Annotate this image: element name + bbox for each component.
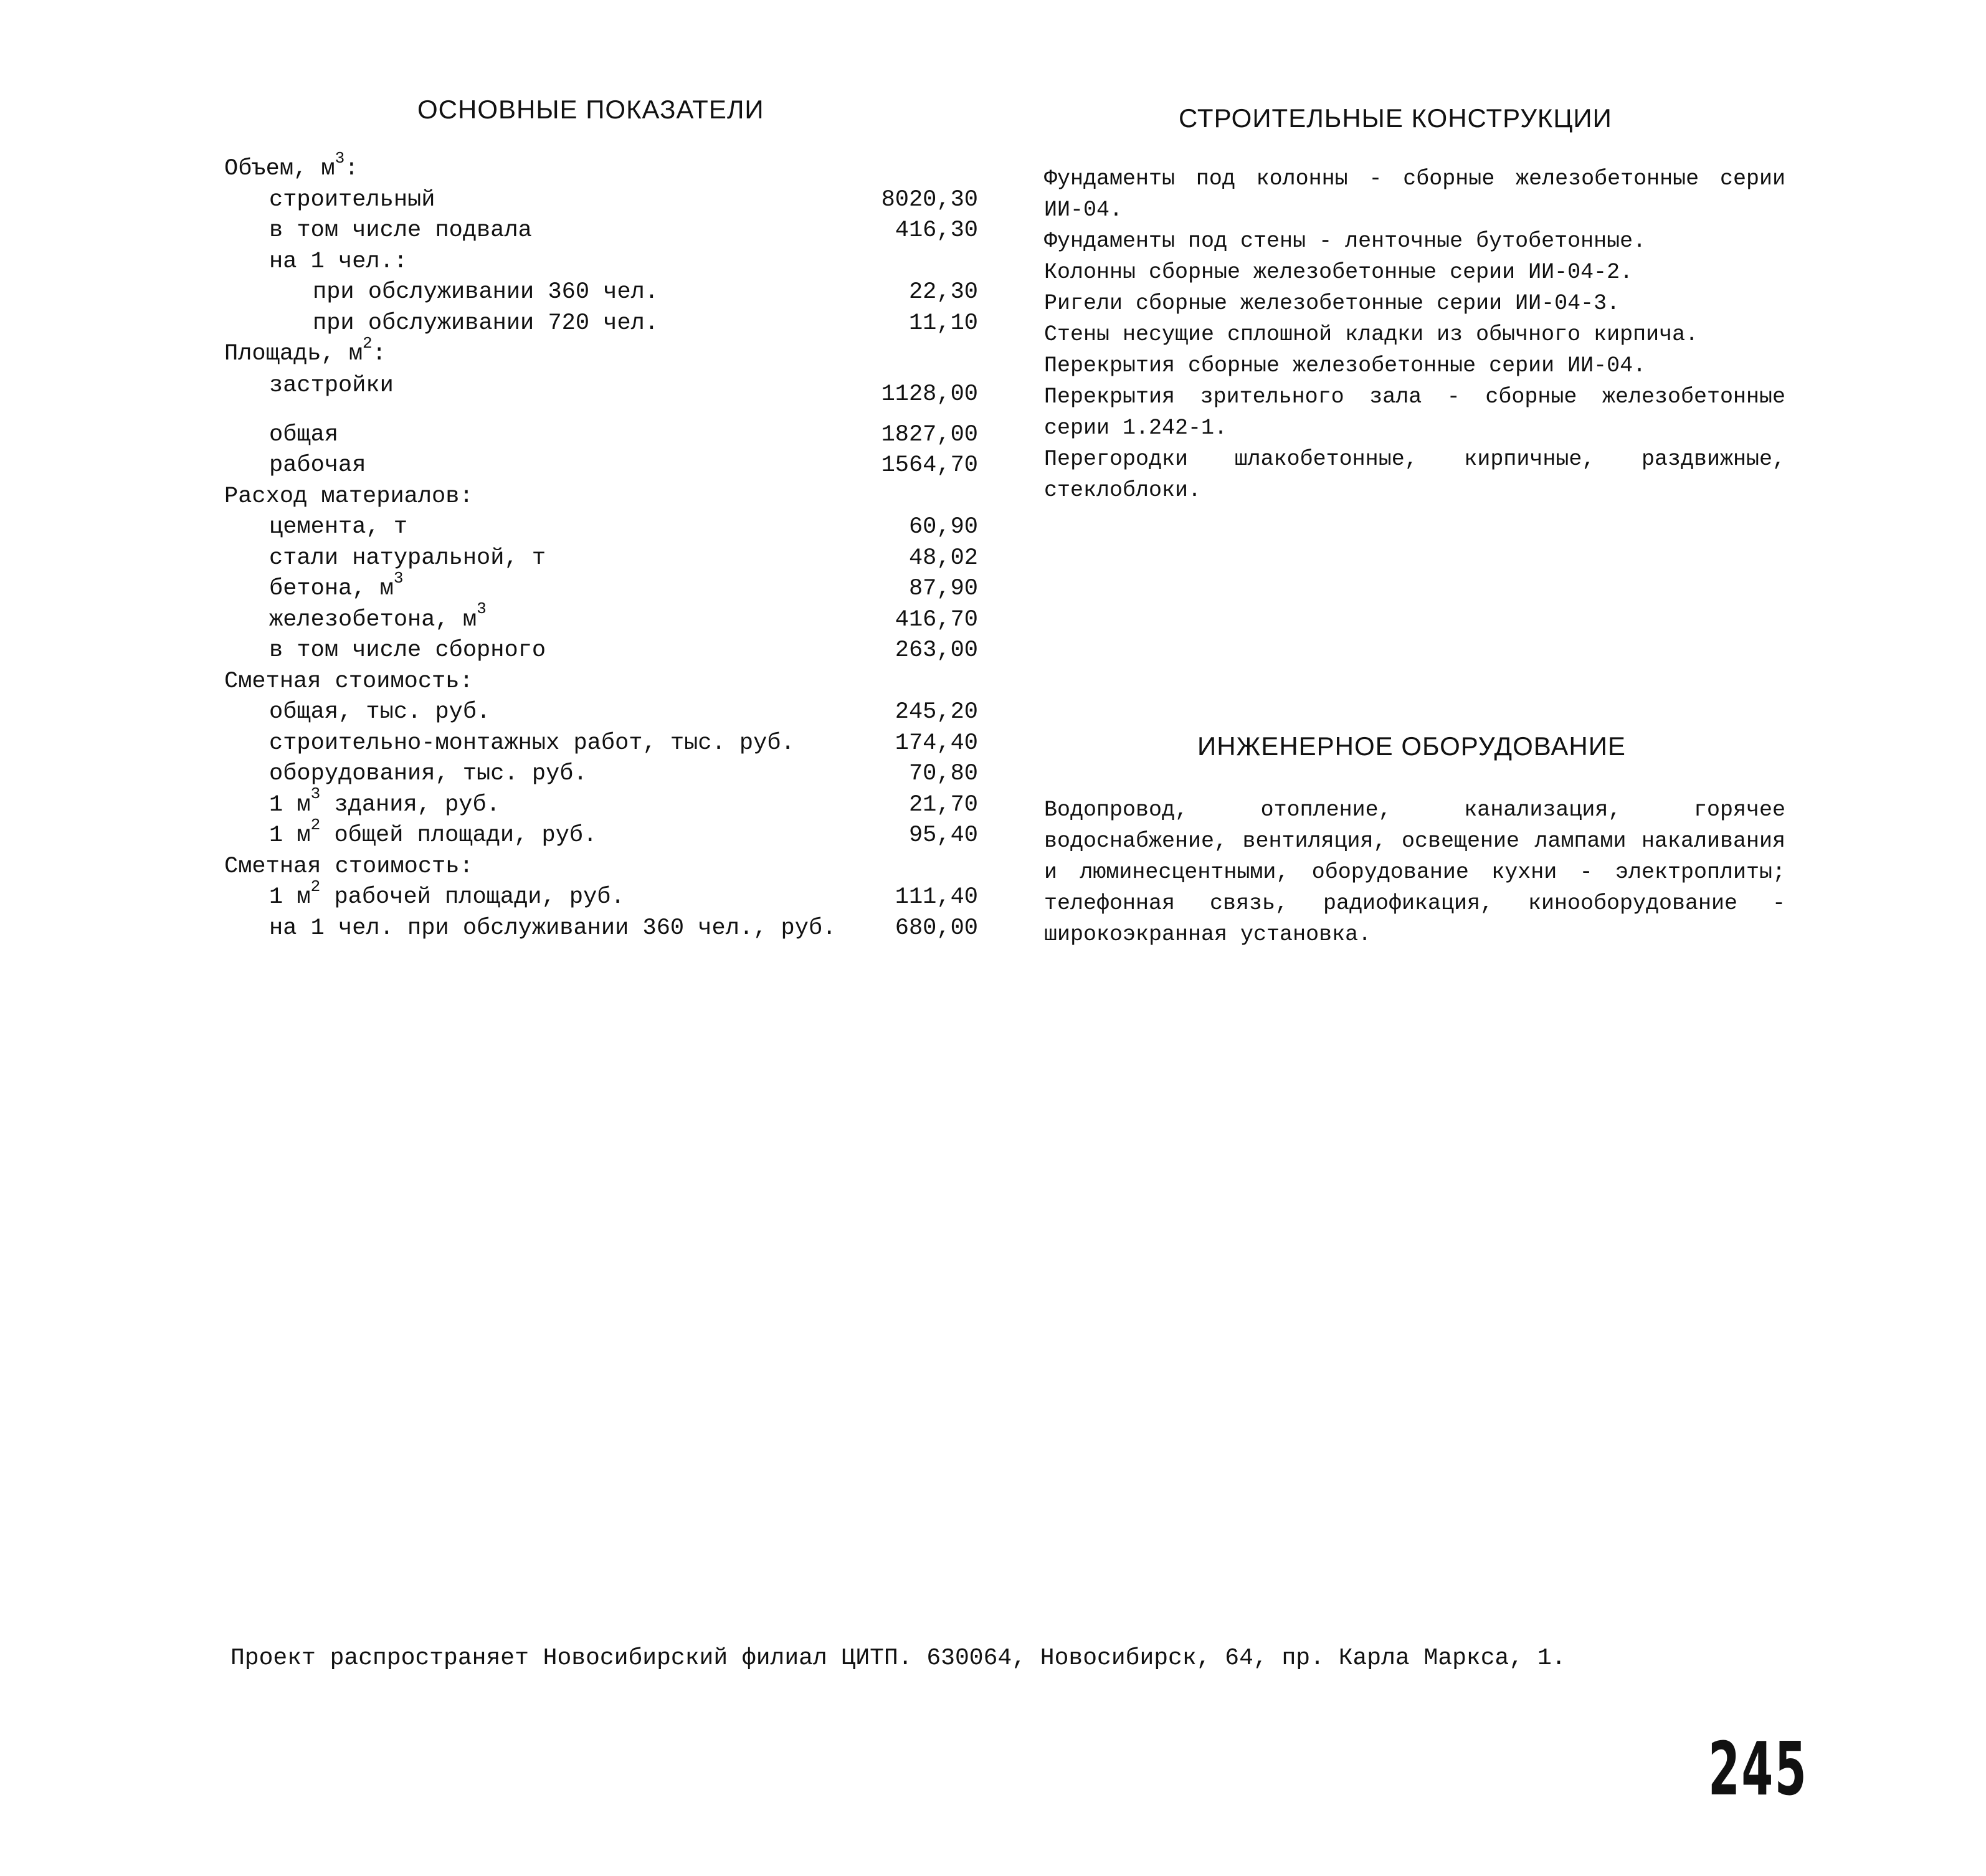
indicator-row: при обслуживании 360 чел. 22,30: [224, 277, 978, 308]
paragraph: Фундаменты под колонны - сборные железобетонные серии ИИ-04.: [1044, 166, 1785, 222]
indicator-value: 60,90: [908, 514, 978, 540]
indicator-row: общая, тыс. руб. 245,20: [224, 697, 978, 728]
indicator-row: цемента, т 60,90: [224, 512, 978, 543]
paragraph: Перегородки шлакобетонные, кирпичные, раздвижные, стеклоблоки.: [1044, 447, 1785, 503]
group-materials-row: [224, 482, 978, 513]
section-heading-constructions: СТРОИТЕЛЬНЫЕ КОНСТРУКЦИИ: [1179, 103, 1612, 133]
indicator-value: 70,80: [908, 761, 978, 787]
indicator-value: 95,40: [908, 822, 978, 849]
indicator-value: 111,40: [895, 884, 978, 910]
indicator-value: 416,70: [895, 606, 978, 633]
indicator-row: на 1 чел.:: [269, 248, 408, 275]
group-cost-row: [224, 852, 978, 883]
indicator-row: на 1 чел. при обслуживании 360 чел., руб. 680,00: [224, 913, 978, 945]
footer-distribution-note: Проект распространяет Новосибирский филиал ЦИТП. 630064, Новосибирск, 64, пр. Карла Маркса, 1.: [230, 1645, 1566, 1672]
indicator-row: рабочая 1564,70: [224, 450, 978, 482]
indicator-value: 174,40: [895, 730, 978, 756]
paragraph: Фундаменты под стены - ленточные бутобетонные.: [1044, 229, 1646, 254]
indicator-value: 263,00: [895, 637, 978, 664]
section-heading-engineering: ИНЖЕНЕРНОЕ ОБОРУДОВАНИЕ: [1197, 731, 1626, 761]
indicator-value: 21,70: [908, 791, 978, 818]
indicator-value: 8020,30: [881, 186, 978, 213]
indicator-value: 87,90: [908, 576, 978, 602]
constructions-text: [1044, 163, 1785, 506]
indicator-value: 11,10: [908, 310, 978, 336]
indicator-row: 1 $м^3$ здания, руб. 21,70: [224, 790, 978, 821]
page-number: 245: [1708, 1726, 1808, 1812]
indicator-row: при обслуживании 720 чел. 11,10: [224, 308, 978, 340]
indicator-row: 1 $м^2$ общей площади, руб. 95,40: [224, 821, 978, 852]
paragraph: Колонны сборные железобетонные серии ИИ-04-2.: [1044, 260, 1633, 285]
group-label: Расход материалов:: [224, 483, 473, 510]
indicator-row: 1 $м^2$ рабочей площади, руб. 111,40: [224, 882, 978, 913]
indicator-row: в том числе сборного 263,00: [224, 636, 978, 667]
engineering-text: [1044, 794, 1785, 950]
indicator-value: 1564,70: [881, 452, 978, 479]
paragraph: Перекрытия зрительного зала - сборные железобетонные серии 1.242-1.: [1044, 384, 1785, 440]
indicator-row: общая 1827,00: [224, 420, 978, 451]
group-cost-row: [224, 667, 978, 698]
indicator-row: оборудования, тыс. руб. 70,80: [224, 759, 978, 790]
indicator-value: 1128,00: [881, 381, 978, 407]
indicator-row: бетона, $м^3$ 87,90: [224, 574, 978, 605]
section-heading-main-indicators: ОСНОВНЫЕ ПОКАЗАТЕЛИ: [417, 95, 764, 124]
group-label: Сметная стоимость:: [224, 668, 473, 695]
indicators-table: [224, 148, 978, 944]
indicator-value: 48,02: [908, 545, 978, 571]
paragraph: Ригели сборные железобетонные серии ИИ-04-3.: [1044, 291, 1620, 316]
paragraph: Водопровод, отопление, канализация, горячее водоснабжение, вентиляция, освещение лампами накаливания и люминесцентными, оборудование кухни - электроплиты; телефонная связь, радиофикация, кинооборудование - широкоэкранная установка.: [1044, 798, 1785, 947]
indicator-value: 22,30: [908, 279, 978, 305]
group-label: Сметная стоимость:: [224, 853, 473, 880]
group-area-row: [224, 333, 978, 370]
indicator-row: железобетона, $м^3$ 416,70: [224, 605, 978, 636]
indicator-value: 680,00: [895, 915, 978, 941]
paragraph: Перекрытия сборные железобетонные серии ИИ-04.: [1044, 353, 1646, 378]
group-volume-row: [224, 148, 978, 185]
paragraph: Стены несущие сплошной кладки из обычного кирпича.: [1044, 322, 1699, 347]
indicator-value: 416,30: [895, 217, 978, 244]
group-label: Объем, $м^3$:: [224, 148, 359, 182]
indicator-row: строительный 8020,30: [224, 185, 978, 216]
indicator-row: в том числе подвала 416,30: [224, 216, 978, 247]
indicator-value: 1827,00: [881, 421, 978, 448]
group-label: Площадь, $м^2$:: [224, 333, 386, 367]
indicator-row: строительно-монтажных работ, тыс. руб. 174,40: [224, 728, 978, 759]
indicator-row: застройки 1128,00: [224, 370, 978, 420]
indicator-value: 245,20: [895, 699, 978, 725]
indicator-row: стали натуральной, т 48,02: [224, 543, 978, 574]
